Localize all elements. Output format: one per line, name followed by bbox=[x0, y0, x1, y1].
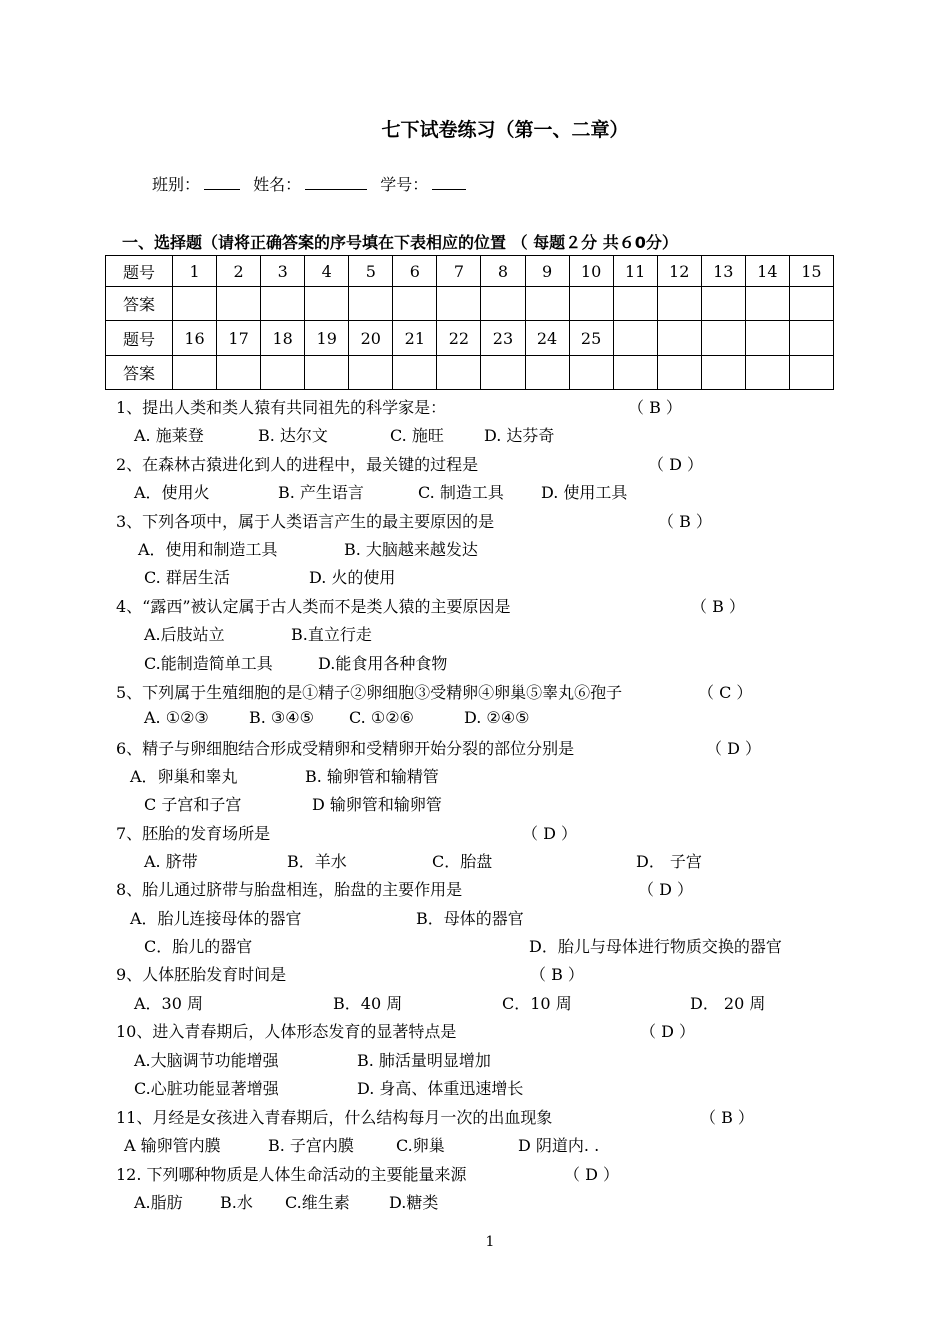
answer-cell[interactable] bbox=[613, 356, 657, 390]
answer-cell[interactable] bbox=[613, 287, 657, 321]
answer-cell[interactable] bbox=[305, 356, 349, 390]
option-a: A 输卵管内膜 bbox=[124, 1136, 221, 1155]
table-row bbox=[106, 256, 834, 287]
option-c: C. ①②⑥ bbox=[349, 708, 414, 727]
number-cell: 25 bbox=[569, 321, 613, 356]
option-a: A.大脑调节功能增强 bbox=[134, 1051, 279, 1070]
option-c: C. 制造工具 bbox=[418, 483, 504, 502]
question-12: 12. 下列哪种物质是人体生命活动的主要能量来源 bbox=[116, 1165, 467, 1184]
option-a: A．卵巢和睾丸 bbox=[130, 767, 238, 786]
answer-10: （ D ） bbox=[640, 1022, 696, 1041]
answer-12: （ D ） bbox=[564, 1165, 620, 1184]
answer-cell[interactable] bbox=[217, 356, 261, 390]
option-a: A.后肢站立 bbox=[144, 625, 225, 644]
class-blank bbox=[204, 175, 240, 190]
option-d: D 阴道内. . bbox=[518, 1136, 600, 1155]
page-title: 七下试卷练习（第一、二章） bbox=[381, 119, 629, 141]
answer-cell[interactable] bbox=[569, 287, 613, 321]
answer-cell[interactable] bbox=[481, 287, 525, 321]
answer-table bbox=[105, 255, 834, 390]
option-c: C.维生素 bbox=[285, 1193, 350, 1212]
answer-4: （ B ） bbox=[691, 597, 745, 616]
number-cell: 19 bbox=[305, 321, 349, 356]
question-10: 10、进入青春期后，人体形态发育的显著特点是 bbox=[116, 1022, 457, 1041]
number-cell: 22 bbox=[437, 321, 481, 356]
number-cell: 12 bbox=[657, 256, 701, 287]
number-cell: 13 bbox=[701, 256, 745, 287]
option-a: A．30 周 bbox=[134, 994, 204, 1013]
option-c: C. 群居生活 bbox=[144, 568, 230, 587]
number-cell: 10 bbox=[569, 256, 613, 287]
option-a: A．胎儿连接母体的器官 bbox=[130, 909, 302, 928]
answer-cell[interactable] bbox=[789, 356, 833, 390]
answer-cell[interactable] bbox=[789, 287, 833, 321]
number-cell: 7 bbox=[437, 256, 481, 287]
option-b: B．羊水 bbox=[287, 852, 347, 871]
option-b: B.直立行走 bbox=[291, 625, 372, 644]
answer-cell[interactable] bbox=[217, 287, 261, 321]
option-b: B. 大脑越来越发达 bbox=[344, 540, 478, 559]
answer-cell[interactable] bbox=[261, 287, 305, 321]
option-b: B. ③④⑤ bbox=[249, 708, 314, 727]
name-label: 姓名： bbox=[253, 175, 302, 194]
answer-cell[interactable] bbox=[349, 356, 393, 390]
option-c: C．胎盘 bbox=[432, 852, 493, 871]
question-5: 5、下列属于生殖细胞的是①精子②卵细胞③受精卵④卵巢⑤睾丸⑥孢子 bbox=[116, 683, 623, 702]
answer-cell[interactable] bbox=[349, 287, 393, 321]
option-d: D． 子宫 bbox=[636, 852, 702, 871]
question-9: 9、人体胚胎发育时间是 bbox=[116, 965, 287, 984]
option-c: C．胎儿的器官 bbox=[144, 937, 253, 956]
number-cell: 2 bbox=[217, 256, 261, 287]
number-cell: 23 bbox=[481, 321, 525, 356]
number-cell: 5 bbox=[349, 256, 393, 287]
option-c: C.卵巢 bbox=[396, 1136, 445, 1155]
option-a: A. ①②③ bbox=[144, 708, 209, 727]
option-b: B. 达尔文 bbox=[258, 426, 328, 445]
option-c: C．10 周 bbox=[502, 994, 572, 1013]
option-a: A. 脐带 bbox=[144, 852, 198, 871]
answer-cell[interactable] bbox=[525, 356, 569, 390]
number-cell: 18 bbox=[261, 321, 305, 356]
number-cell: 21 bbox=[393, 321, 437, 356]
question-11: 11、月经是女孩进入青春期后，什么结构每月一次的出血现象 bbox=[116, 1108, 553, 1127]
number-cell: 14 bbox=[745, 256, 789, 287]
question-2: 2、在森林古猿进化到人的进程中，最关键的过程是 bbox=[116, 455, 479, 474]
number-cell: 9 bbox=[525, 256, 569, 287]
option-b: B．母体的器官 bbox=[416, 909, 524, 928]
number-cell bbox=[657, 321, 701, 356]
number-cell: 11 bbox=[613, 256, 657, 287]
option-b: B．40 周 bbox=[333, 994, 403, 1013]
number-cell: 8 bbox=[481, 256, 525, 287]
table-row bbox=[106, 287, 834, 321]
row-label: 题号 bbox=[106, 256, 173, 287]
student-info bbox=[152, 172, 474, 195]
answer-cell[interactable] bbox=[525, 287, 569, 321]
number-cell: 17 bbox=[217, 321, 261, 356]
number-cell bbox=[745, 321, 789, 356]
answer-8: （ D ） bbox=[638, 880, 694, 899]
option-d: D.能食用各种食物 bbox=[318, 654, 448, 673]
option-d: D. 身高、体重迅速增长 bbox=[357, 1079, 524, 1098]
option-d: D. ②④⑤ bbox=[464, 708, 530, 727]
option-d: D.糖类 bbox=[389, 1193, 439, 1212]
number-cell: 16 bbox=[173, 321, 217, 356]
row-label: 答案 bbox=[106, 356, 173, 390]
option-b: B. 肺活量明显增加 bbox=[357, 1051, 491, 1070]
option-b: B. 输卵管和输精管 bbox=[305, 767, 439, 786]
option-b: B. 子宫内膜 bbox=[268, 1136, 354, 1155]
answer-cell[interactable] bbox=[437, 287, 481, 321]
answer-1: （ B ） bbox=[628, 398, 682, 417]
answer-7: （ D ） bbox=[522, 824, 578, 843]
number-cell: 3 bbox=[261, 256, 305, 287]
option-d: D． 20 周 bbox=[690, 994, 766, 1013]
page-number: 1 bbox=[485, 1234, 495, 1250]
question-1: 1、提出人类和类人猿有共同祖先的科学家是： bbox=[116, 398, 447, 417]
answer-cell[interactable] bbox=[569, 356, 613, 390]
answer-cell[interactable] bbox=[701, 287, 745, 321]
row-label: 题号 bbox=[106, 321, 173, 356]
answer-cell[interactable] bbox=[173, 356, 217, 390]
option-c: C.心脏功能显著增强 bbox=[134, 1079, 279, 1098]
id-label: 学号： bbox=[380, 175, 429, 194]
answer-cell[interactable] bbox=[701, 356, 745, 390]
option-c: C.能制造简单工具 bbox=[144, 654, 273, 673]
option-d: D. 达芬奇 bbox=[484, 426, 555, 445]
answer-cell[interactable] bbox=[657, 287, 701, 321]
answer-5: （ C ） bbox=[698, 683, 753, 702]
option-b: B. 产生语言 bbox=[278, 483, 364, 502]
answer-cell[interactable] bbox=[481, 356, 525, 390]
answer-cell[interactable] bbox=[657, 356, 701, 390]
number-cell: 4 bbox=[305, 256, 349, 287]
option-b: B.水 bbox=[220, 1193, 253, 1212]
answer-cell[interactable] bbox=[437, 356, 481, 390]
answer-3: （ B ） bbox=[658, 512, 712, 531]
option-a: A．使用火 bbox=[134, 483, 210, 502]
table-row bbox=[106, 356, 834, 390]
option-c: C 子宫和子宫 bbox=[144, 795, 242, 814]
option-c: C. 施旺 bbox=[390, 426, 444, 445]
answer-9: （ B ） bbox=[530, 965, 584, 984]
question-6: 6、精子与卵细胞结合形成受精卵和受精卵开始分裂的部位分别是 bbox=[116, 739, 575, 758]
answer-2: （ D ） bbox=[648, 455, 704, 474]
answer-cell[interactable] bbox=[745, 356, 789, 390]
number-cell bbox=[613, 321, 657, 356]
number-cell: 1 bbox=[173, 256, 217, 287]
option-d: D. 使用工具 bbox=[541, 483, 628, 502]
option-a: A．使用和制造工具 bbox=[138, 540, 278, 559]
answer-6: （ D ） bbox=[706, 739, 762, 758]
row-label: 答案 bbox=[106, 287, 173, 321]
name-blank bbox=[305, 175, 367, 190]
question-3: 3、下列各项中，属于人类语言产生的最主要原因的是 bbox=[116, 512, 495, 531]
question-8: 8、胎儿通过脐带与胎盘相连，胎盘的主要作用是 bbox=[116, 880, 463, 899]
answer-11: （ B ） bbox=[700, 1108, 754, 1127]
id-blank bbox=[432, 175, 466, 190]
option-a: A.脂肪 bbox=[134, 1193, 183, 1212]
number-cell bbox=[789, 321, 833, 356]
option-d: D. 火的使用 bbox=[309, 568, 396, 587]
number-cell: 6 bbox=[393, 256, 437, 287]
answer-cell[interactable] bbox=[393, 356, 437, 390]
option-a: A. 施莱登 bbox=[134, 426, 204, 445]
number-cell: 20 bbox=[349, 321, 393, 356]
number-cell: 15 bbox=[789, 256, 833, 287]
question-4: 4、“露西”被认定属于古人类而不是类人猿的主要原因是 bbox=[116, 597, 511, 616]
answer-cell[interactable] bbox=[173, 287, 217, 321]
table-row bbox=[106, 321, 834, 356]
number-cell bbox=[701, 321, 745, 356]
question-7: 7、胚胎的发育场所是 bbox=[116, 824, 271, 843]
number-cell: 24 bbox=[525, 321, 569, 356]
option-d: D 输卵管和输卵管 bbox=[312, 795, 442, 814]
section-title: 一、选择题（请将正确答案的序号填在下表相应的位置 （ 每题２分 共６0分） bbox=[122, 233, 678, 252]
answer-cell[interactable] bbox=[261, 356, 305, 390]
answer-cell[interactable] bbox=[305, 287, 349, 321]
option-d: D．胎儿与母体进行物质交换的器官 bbox=[529, 937, 782, 956]
answer-cell[interactable] bbox=[393, 287, 437, 321]
answer-cell[interactable] bbox=[745, 287, 789, 321]
class-label: 班别： bbox=[152, 175, 201, 194]
